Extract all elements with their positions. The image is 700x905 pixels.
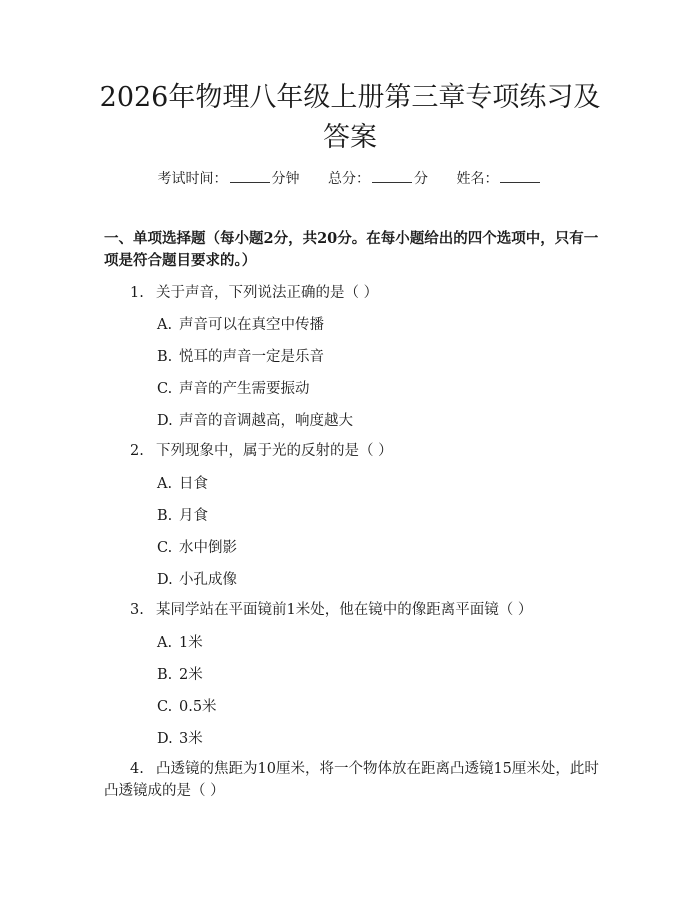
option-letter: D.: [157, 572, 173, 588]
option-text: 水中倒影: [179, 540, 237, 556]
question-number: 3.: [130, 602, 144, 618]
question-number: 4.: [130, 761, 144, 777]
question-text: 下列现象中，属于光的反射的是（ ）: [156, 443, 393, 459]
option-text: 0.5米: [179, 699, 217, 715]
section-heading: 一、单项选择题（每小题2分，共20分。在每小题给出的四个选项中，只有一项是符合题目要求的。）: [104, 230, 599, 269]
option-text: 日食: [179, 476, 208, 492]
question-4: [104, 758, 604, 802]
option-text: 悦耳的声音一定是乐音: [179, 349, 324, 365]
option-text: 1米: [179, 635, 203, 651]
question-2: [130, 440, 600, 462]
option-2c: [157, 537, 237, 559]
option-3d: [157, 728, 203, 750]
option-letter: A.: [157, 635, 173, 651]
document-title: 2026年物理八年级上册第三章专项练习及答案: [99, 82, 601, 153]
question-number: 2.: [130, 443, 144, 459]
exam-time-blank: [230, 170, 270, 183]
option-text: 声音的音调越高，响度越大: [179, 413, 353, 429]
option-2b: [157, 505, 208, 527]
question-text: 某同学站在平面镜前1米处，他在镜中的像距离平面镜（ ）: [156, 602, 533, 618]
student-name-label: 姓名：: [456, 171, 499, 187]
total-score-blank: [372, 170, 412, 183]
option-text: 声音可以在真空中传播: [179, 317, 324, 333]
total-score-label: 总分：: [328, 171, 370, 187]
question-3: [130, 599, 600, 621]
option-letter: C.: [157, 381, 173, 397]
total-score-field: [328, 168, 428, 188]
total-score-unit: 分: [414, 171, 428, 187]
question-text: 关于声音，下列说法正确的是（ ）: [156, 285, 379, 301]
option-2d: [157, 569, 237, 591]
question-number: 1.: [130, 285, 144, 301]
option-1d: [157, 410, 353, 432]
exam-info-line: [0, 168, 700, 188]
option-1c: [157, 378, 310, 400]
option-3c: [157, 696, 217, 718]
exam-time-label: 考试时间：: [157, 171, 228, 187]
option-1a: [157, 314, 324, 336]
option-3b: [157, 664, 203, 686]
option-3a: [157, 632, 203, 654]
student-name-blank: [500, 170, 540, 183]
option-letter: A.: [157, 476, 173, 492]
option-1b: [157, 346, 324, 368]
option-letter: C.: [157, 540, 173, 556]
exam-time-field: [158, 168, 300, 188]
student-name-field: [456, 168, 542, 188]
option-text: 小孔成像: [179, 572, 237, 588]
option-text: 声音的产生需要振动: [179, 381, 310, 397]
question-1: [130, 282, 600, 304]
option-text: 3米: [179, 731, 203, 747]
option-letter: B.: [157, 667, 173, 683]
option-text: 月食: [179, 508, 208, 524]
question-text: 凸透镜的焦距为10厘米，将一个物体放在距离凸透镜15厘米处，此时凸透镜成的是（ ）: [104, 761, 599, 799]
option-letter: D.: [157, 413, 173, 429]
option-letter: B.: [157, 508, 173, 524]
option-letter: D.: [157, 731, 173, 747]
option-2a: [157, 473, 208, 495]
option-letter: B.: [157, 349, 173, 365]
option-letter: C.: [157, 699, 173, 715]
exam-time-unit: 分钟: [271, 171, 300, 187]
option-letter: A.: [157, 317, 173, 333]
option-text: 2米: [179, 667, 203, 683]
